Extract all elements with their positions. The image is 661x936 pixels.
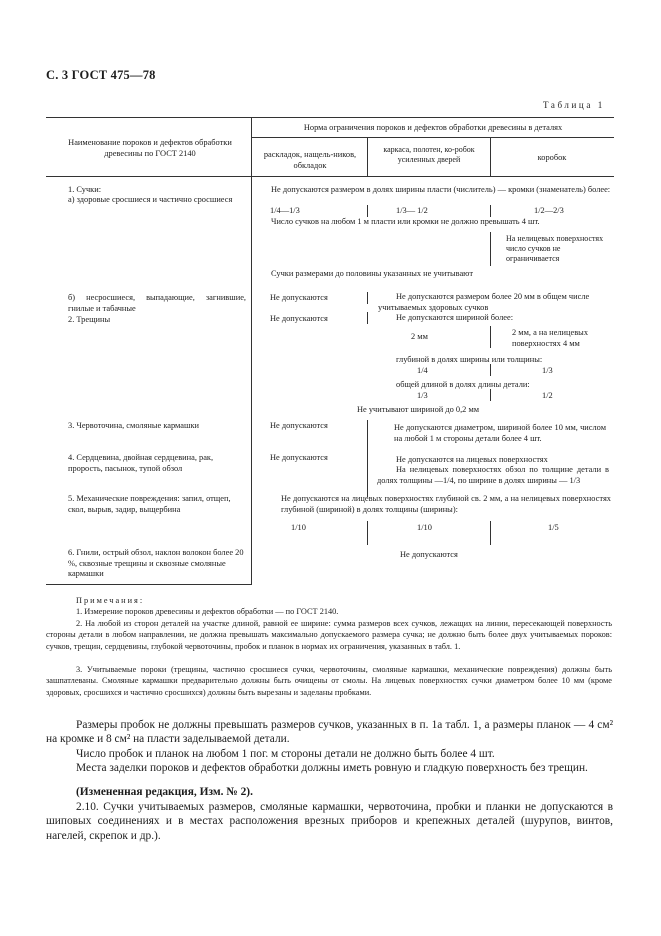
row-cracks-name: 2. Трещины bbox=[68, 315, 111, 324]
row-cracks-width-frames: 2 мм bbox=[411, 332, 428, 341]
row-pith-value-strips: Не допускаются bbox=[270, 453, 328, 462]
row-pith-value-nonface: На нелицевых поверхностях обзол по толщине детали в долях толщины —1/4, по ширине в долях ширины — 1/3 bbox=[377, 465, 609, 485]
row-knots-title: 1. Сучки: bbox=[68, 185, 102, 194]
row-cracks-depth-label: глубиной в долях ширины или толщины: bbox=[396, 355, 543, 364]
row-cracks-depth-boxes: 1/3 bbox=[542, 366, 553, 375]
row-rot-value: Не допускаются bbox=[400, 550, 458, 559]
table-vertical-rule bbox=[251, 117, 252, 584]
row-pith-value-face: Не допускаются на лицевых поверхностях bbox=[396, 455, 548, 464]
r4-divider bbox=[367, 455, 368, 497]
row-mechanical-name: 5. Механические повреждения: запил, отщеп, скол, вырыв, задир, выщербина bbox=[68, 494, 231, 514]
row-cracks-ignore-note: Не учитывают шириной до 0,2 мм bbox=[357, 405, 480, 414]
subheader-divider-2 bbox=[490, 138, 491, 176]
subheader-strips: раскладок, нащель-ников, обкладок bbox=[263, 150, 357, 170]
table-bottom-rule bbox=[46, 584, 252, 585]
row-cracks-depth-frames: 1/4 bbox=[417, 366, 428, 375]
row-mechanical-value-frames: 1/10 bbox=[417, 523, 432, 532]
row-knots-nonface: На нелицевых поверхностях число сучков не ограничивается bbox=[506, 234, 604, 263]
row-knots-limit-text: Не допускаются размером в долях ширины пласти (числитель) — кромки (знаменатель) более: bbox=[271, 185, 611, 194]
note-2: 2. На любой из сторон деталей на участке длиной, равной ее ширине: сумма размеров всех сучков, лежащих на линии, пересекающей поверхность стороны детали в любом направлении, не должна превышать максимально допускаемого размера сучка; не должно быть более двух учитываемых пороков: сучков, трещин, сердцевины, глубокой червоточины, пробок и планок в нормах их ограничения, указанных в табл. 1. bbox=[46, 619, 612, 651]
col-norm-header: Норма ограничения пороков и дефектов обработки древесины в деталях bbox=[303, 123, 563, 132]
subheader-divider-1 bbox=[367, 138, 368, 176]
col-defect-header: Наименование пороков и дефектов обработки древесины по ГОСТ 2140 bbox=[68, 138, 232, 158]
r1b-divider bbox=[367, 292, 368, 304]
r2-divider-2 bbox=[490, 326, 491, 348]
row-knots-half-note: Сучки размерами до половины указанных не учитывают bbox=[271, 269, 473, 278]
row-wormhole-value-other: Не допускаются диаметром, шириной более 10 мм, числом на любой 1 м стороны детали более 4 шт. bbox=[394, 423, 606, 443]
r1-divider-3 bbox=[490, 232, 491, 266]
row-knots-value-strips: 1/4—1/3 bbox=[270, 206, 300, 215]
r2-divider-4 bbox=[490, 389, 491, 401]
row-knots-value-frames: 1/3— 1/2 bbox=[396, 206, 428, 215]
paragraph-plug-count: Число пробок и планок на любом 1 пог. м стороны детали не должно быть более 4 шт. bbox=[76, 748, 495, 760]
subheader-frames: каркаса, полотен, ко-робок усиленных дверей bbox=[383, 145, 475, 164]
row-mechanical-text: Не допускаются на лицевых поверхностях глубиной св. 2 мм, а на нелицевых поверхностях глубиной (шириной) в долях толщины (ширины): bbox=[281, 494, 611, 514]
paragraph-2-10: 2.10. Сучки учитываемых размеров, смоляные кармашки, червоточина, пробки и планки не допускаются в шиповых соединениях и в местах расположения врезных приборов и крепежных деталей (шурупов, винтов, нагелей, скрепок и др.). bbox=[46, 801, 613, 842]
subheader-rule bbox=[252, 137, 614, 138]
row-cracks-width-boxes: 2 мм, а на нелицевых поверхностях 4 мм bbox=[512, 328, 589, 348]
row-knots-unsound-value-other: Не допускаются размером более 20 мм в общем числе учитываемых здоровых сучков bbox=[378, 292, 590, 312]
r2-divider-3 bbox=[490, 364, 491, 376]
subheader-boxes: коробок bbox=[537, 153, 567, 162]
row-knots-sound-name: а) здоровые сросшиеся и частично сросшиеся bbox=[68, 195, 233, 204]
page-header: С. 3 ГОСТ 475—78 bbox=[46, 68, 156, 82]
row-cracks-length-frames: 1/3 bbox=[417, 391, 428, 400]
row-cracks-width-label: Не допускаются шириной более: bbox=[396, 313, 514, 322]
row-knots-count-limit: Число сучков на любом 1 м пласти или кромки не должно превышать 4 шт. bbox=[271, 217, 540, 226]
paragraph-repair-surface: Места заделки пороков и дефектов обработки должны иметь ровную и гладкую поверхность без трещин. bbox=[76, 762, 588, 774]
row-cracks-value-strips: Не допускаются bbox=[270, 314, 328, 323]
row-cracks-length-boxes: 1/2 bbox=[542, 391, 553, 400]
notes-title: Примечания: bbox=[76, 596, 145, 605]
note-1: 1. Измерение пороков древесины и дефектов обработки — по ГОСТ 2140. bbox=[76, 607, 339, 616]
row-rot-name: 6. Гнили, острый обзол, наклон волокон более 20 %, сквозные трещины и сквозные смоляные кармашки bbox=[68, 548, 244, 579]
row-mechanical-value-strips: 1/10 bbox=[291, 523, 306, 532]
r3-divider bbox=[367, 420, 368, 458]
table-top-rule bbox=[46, 117, 614, 118]
r5-divider-2 bbox=[490, 521, 491, 545]
amendment-note: (Измененная редакция, Изм. № 2). bbox=[76, 786, 253, 798]
row-knots-unsound-name: б) несросшиеся, выпадающие, загнившие, гнилые и табачные bbox=[68, 293, 246, 313]
row-knots-value-boxes: 1/2—2/3 bbox=[534, 206, 564, 215]
row-knots-unsound-value-strips: Не допускаются bbox=[270, 293, 328, 302]
table-label: Таблица 1 bbox=[543, 100, 605, 110]
row-wormhole-name: 3. Червоточина, смоляные кармашки bbox=[68, 421, 200, 430]
row-pith-name: 4. Сердцевина, двойная сердцевина, рак, прорость, пасынок, тупой обзол bbox=[68, 453, 214, 473]
row-cracks-length-label: общей длиной в долях длины детали: bbox=[396, 380, 530, 389]
table-header-rule bbox=[46, 176, 614, 177]
r5-divider-1 bbox=[367, 521, 368, 545]
r1-divider-2 bbox=[490, 205, 491, 217]
r2-divider-1 bbox=[367, 312, 368, 324]
row-wormhole-value-strips: Не допускаются bbox=[270, 421, 328, 430]
row-mechanical-value-boxes: 1/5 bbox=[548, 523, 559, 532]
note-3: 3. Учитываемые пороки (трещины, частично сросшиеся сучки, червоточины, смоляные кармашки, механические повреждения) должны быть зашпатлеваны. Смоляные кармашки предварительно должны быть очищены от смолы. На лицевых поверхностях сучки диаметром более 10 мм (кроме здоровых, сросшихся и частично сросшихся) должны быть вырезаны и заделаны пробками. bbox=[46, 665, 612, 697]
r1-divider-1 bbox=[367, 205, 368, 217]
paragraph-plug-sizes: Размеры пробок не должны превышать размеров сучков, указанных в п. 1а табл. 1, а размеры планок — 4 см² на кромке и 8 см² на пласти заделываемой детали. bbox=[46, 719, 613, 746]
